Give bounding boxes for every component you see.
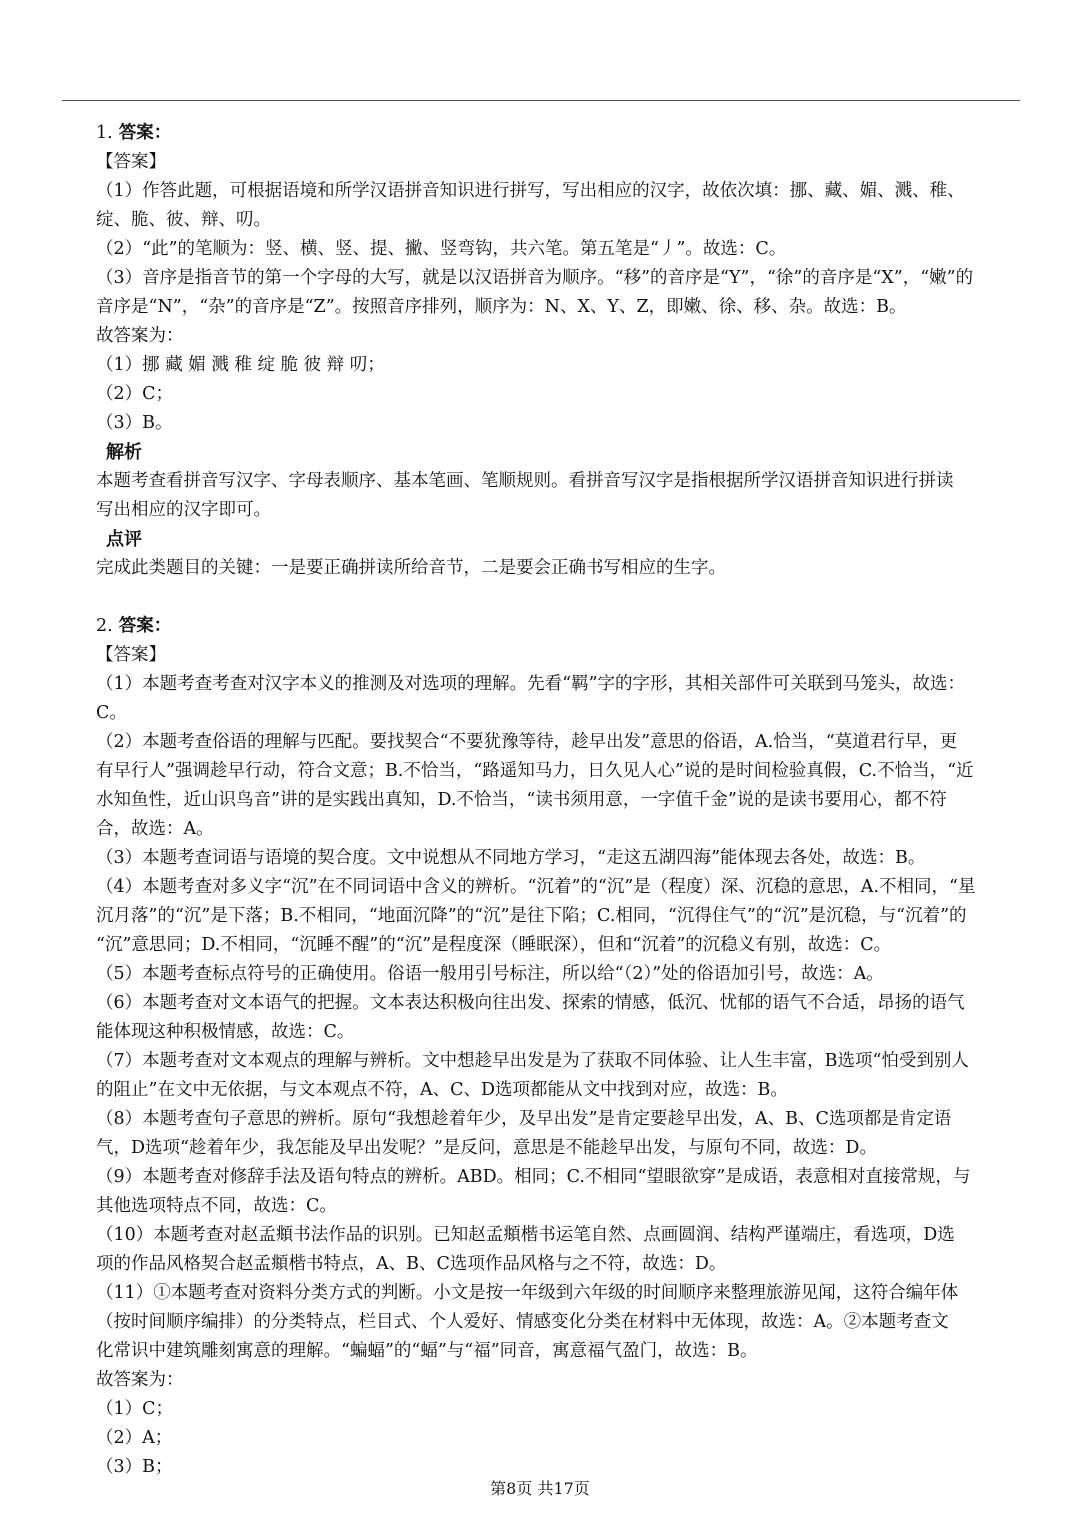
q1-answer-body: [96, 177, 1040, 438]
page-footer: 第8页 共17页: [490, 1479, 590, 1498]
answer-line: （1）挪 藏 媚 溅 稚 绽 脆 彼 辩 叨；: [96, 355, 385, 375]
q1-answer-tag: 【答案】: [96, 152, 166, 172]
answer-line: 气，D选项“趁着年少，我怎能及早出发呢？”是反问，意思是不能趁早出发，与原句不同，故选：D。: [96, 1138, 877, 1158]
answer-line: “沉”意思同；D.不相同，“沉睡不醒”的“沉”是程度深（睡眠深），但和“沉着”的沉稳义有别，故选：C。: [96, 935, 892, 955]
answer-line: （8）本题考查句子意思的辨析。原句“我想趁着年少，及早出发”是肯定要趁早出发，A、B、C选项都是肯定语: [96, 1109, 952, 1129]
answer-line: （6）本题考查对文本语气的把握。文本表达积极向往出发、探索的情感，低沉、忧郁的语气不合适，昂扬的语气: [96, 993, 965, 1013]
answer-line: 化常识中建筑雕刻寓意的理解。“蝙蝠”的“蝠”与“福”同音，寓意福气盈门，故选：B。: [96, 1341, 758, 1361]
q2-label: 答案：: [118, 616, 172, 636]
q1-review-body: [96, 554, 1040, 583]
answer-line: 项的作品风格契合赵孟頫楷书特点，A、B、C选项作品风格与之不符，故选：D。: [96, 1254, 727, 1274]
answer-line: （7）本题考查对文本观点的理解与辨析。文中想趁早出发是为了获取不同体验、让人生丰富，B选项“怕受到别人: [96, 1051, 969, 1071]
answer-line: （2）A；: [96, 1428, 173, 1448]
answer-line: C。: [96, 703, 127, 723]
analysis-line: 本题考查看拼音写汉字、字母表顺序、基本笔画、笔顺规则。看拼音写汉字是指根据所学汉语拼音知识进行拼读: [96, 471, 954, 491]
answer-line: （9）本题考查对修辞手法及语句特点的辨析。ABD。相同；C.不相同“望眼欲穿”是成语，表意相对直接常规，与: [96, 1167, 971, 1187]
answer-line: （3）B。: [96, 413, 173, 433]
answer-line: （2）C；: [96, 384, 174, 404]
answer-line: （10）本题考查对赵孟頫书法作品的识别。已知赵孟頫楷书运笔自然、点画圆润、结构严谨端庄，看选项，D选: [96, 1225, 955, 1245]
answer-line: （5）本题考查标点符号的正确使用。俗语一般用引号标注，所以给“（2）”处的俗语加引号，故选：A。: [96, 964, 884, 984]
page-content: [96, 119, 1040, 1482]
answer-line: （3）音序是指音节的第一个字母的大写，就是以汉语拼音为顺序。“移”的音序是“Y”，“徐”的音序是“X”，“嫩”的: [96, 268, 974, 288]
q2-answer-tag: 【答案】: [96, 645, 166, 665]
answer-line: 绽、脆、彼、辩、叨。: [96, 210, 271, 230]
answer-line: 故答案为：: [96, 1370, 184, 1390]
header-rule: [62, 100, 1020, 101]
answer-line: 水知鱼性，近山识鸟音”讲的是实践出真知，D.不恰当，“读书须用意，一字值千金”说的是读书要用心，都不符: [96, 790, 947, 810]
answer-line: 沉月落”的“沉”是下落；B.不相同，“地面沉降”的“沉”是往下陷；C.相同，“沉得住气”的“沉”是沉稳，与“沉着”的: [96, 906, 967, 926]
answer-line: 其他选项特点不同，故选：C。: [96, 1196, 337, 1216]
answer-line: （2）“此”的笔顺为：竖、横、竖、提、撇、竖弯钩，共六笔。第五笔是“丿”。故选：C。: [96, 239, 787, 259]
q1-review-title: 点评: [106, 529, 142, 550]
analysis-line: 写出相应的汉字即可。: [96, 500, 271, 520]
answer-line: （11）①本题考查对资料分类方式的判断。小文是按一年级到六年级的时间顺序来整理旅游见闻，这符合编年体: [96, 1283, 959, 1303]
review-line: 完成此类题目的关键：一是要正确拼读所给音节，二是要会正确书写相应的生字。: [96, 558, 726, 578]
q2-number: 2.: [96, 616, 113, 636]
q1-label: 答案：: [118, 123, 172, 143]
answer-line: （2）本题考查俗语的理解与匹配。要找契合“不要犹豫等待，趁早出发”意思的俗语，A.恰当，“莫道君行早，更: [96, 732, 958, 752]
answer-line: 有早行人”强调趁早行动，符合文意；B.不恰当，“路遥知马力，日久见人心”说的是时间检验真假，C.不恰当，“近: [96, 761, 974, 781]
answer-line: （1）C；: [96, 1399, 174, 1419]
q1-analysis-title: 解析: [106, 442, 142, 463]
answer-line: 能体现这种积极情感，故选：C。: [96, 1022, 355, 1042]
q2-heading: [96, 612, 1040, 641]
answer-line: （3）B；: [96, 1457, 173, 1477]
answer-line: 的阻止”在文中无依据，与文本观点不符，A、C、D选项都能从文中找到对应，故选：B。: [96, 1080, 788, 1100]
answer-line: （3）本题考查词语与语境的契合度。文中说想从不同地方学习，“走这五湖四海”能体现去各处，故选：B。: [96, 848, 926, 868]
answer-line: （1）本题考查考查对汉字本义的推测及对选项的理解。先看“羁”字的字形，其相关部件可关联到马笼头，故选：: [96, 674, 966, 694]
answer-line: 音序是“N”，“杂”的音序是“Z”。按照音序排列，顺序为：N、X、Y、Z，即嫩、徐、移、杂。故选：B。: [96, 297, 907, 317]
q1-analysis-body: [96, 467, 1040, 525]
answer-line: 合，故选：A。: [96, 819, 214, 839]
q2-answer-body: [96, 670, 1040, 1482]
answer-line: 故答案为：: [96, 326, 184, 346]
answer-line: （1）作答此题，可根据语境和所学汉语拼音知识进行拼写，写出相应的汉字，故依次填：挪、藏、媚、溅、稚、: [96, 181, 965, 201]
q1-number: 1.: [96, 123, 113, 143]
q1-heading: [96, 119, 1040, 148]
section-gap: [96, 583, 1040, 612]
answer-line: （按时间顺序编排）的分类特点，栏目式、个人爱好、情感变化分类在材料中无体现，故选：A。②本题考查文: [96, 1312, 949, 1332]
answer-line: （4）本题考查对多义字“沉”在不同词语中含义的辨析。“沉着”的“沉”是（程度）深、沉稳的意思，A.不相同，“星: [96, 877, 976, 897]
